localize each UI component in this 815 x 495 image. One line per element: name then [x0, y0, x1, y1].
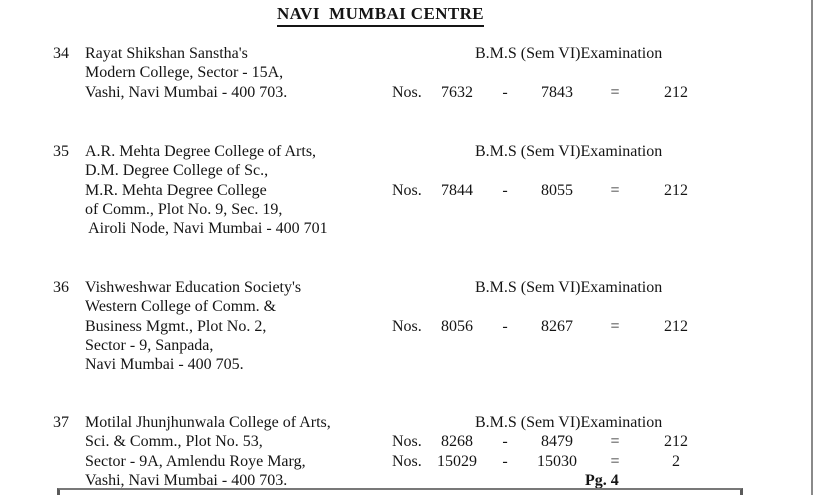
seat-from: 7844	[441, 181, 473, 199]
address-line: D.M. Degree College of Sc.,	[85, 162, 269, 180]
entry-line	[0, 200, 815, 219]
seat-to: 15030	[537, 452, 577, 470]
nos-label: Nos.	[392, 452, 422, 470]
seat-count: 212	[664, 181, 688, 199]
seat-numbers-row	[388, 181, 815, 200]
seat-count: 212	[664, 433, 688, 451]
exam-title: B.M.S (Sem VI)Examination	[475, 45, 663, 62]
entry-line	[0, 142, 815, 161]
entry-34	[0, 44, 815, 102]
nos-label: Nos.	[392, 181, 422, 199]
nos-label: Nos.	[392, 317, 422, 335]
equals-sign: =	[610, 433, 620, 451]
dash: -	[502, 317, 508, 335]
seat-count: 212	[664, 317, 688, 335]
equals-sign: =	[610, 181, 620, 199]
nos-label: Nos.	[392, 83, 422, 101]
seat-from: 15029	[437, 452, 477, 470]
address-line: M.R. Mehta Degree College	[85, 181, 267, 199]
seat-numbers-row	[388, 83, 815, 102]
entry-line	[0, 44, 815, 63]
address-line: Vashi, Navi Mumbai - 400 703.	[85, 83, 288, 101]
entry-number: 36	[53, 279, 69, 296]
address-line: Modern College, Sector - 15A,	[85, 64, 284, 82]
address-line: Vishweshwar Education Society's	[85, 279, 302, 296]
entry-line	[0, 278, 815, 297]
entry-line	[0, 63, 815, 82]
address-line: Business Mgmt., Plot No. 2,	[85, 317, 267, 335]
entry-line	[0, 413, 815, 432]
entry-line	[0, 83, 815, 102]
entry-line	[0, 219, 815, 238]
address-line: Airoli Node, Navi Mumbai - 400 701	[85, 220, 328, 238]
right-edge-rule	[811, 0, 813, 495]
page-title: NAVI MUMBAI CENTRE	[277, 4, 484, 27]
seat-to: 7843	[541, 83, 573, 101]
entry-36	[0, 278, 815, 374]
entry-line	[0, 452, 815, 471]
seat-numbers-row	[388, 432, 815, 451]
entry-line	[0, 336, 815, 355]
seat-numbers-row	[388, 317, 815, 336]
seat-from: 8056	[441, 317, 473, 335]
entry-35	[0, 142, 815, 238]
address-line: A.R. Mehta Degree College of Arts,	[85, 143, 317, 160]
nos-label: Nos.	[392, 433, 422, 451]
address-line: Vashi, Navi Mumbai - 400 703.	[85, 471, 288, 489]
address-line: Sector - 9A, Amlendu Roye Marg,	[85, 452, 306, 470]
seat-to: 8267	[541, 317, 573, 335]
equals-sign: =	[610, 317, 620, 335]
entry-line	[0, 317, 815, 336]
page-number-footer: Pg. 4	[585, 471, 619, 489]
entry-37	[0, 413, 815, 490]
seat-from: 7632	[441, 83, 473, 101]
equals-sign: =	[610, 452, 620, 470]
address-line: Sector - 9, Sanpada,	[85, 336, 214, 354]
exam-title: B.M.S (Sem VI)Examination	[475, 279, 663, 296]
entry-line	[0, 161, 815, 180]
bottom-box-rule	[57, 488, 743, 495]
address-line: Rayat Shikshan Sanstha's	[85, 45, 248, 62]
dash: -	[502, 452, 508, 470]
seat-count: 2	[672, 452, 680, 470]
seat-from: 8268	[441, 433, 473, 451]
seat-numbers-row	[388, 452, 815, 471]
exam-title: B.M.S (Sem VI)Examination	[475, 143, 663, 160]
entry-number: 35	[53, 143, 69, 160]
seat-to: 8055	[541, 181, 573, 199]
entry-line	[0, 297, 815, 316]
address-line: of Comm., Plot No. 9, Sec. 19,	[85, 200, 283, 218]
entry-line	[0, 181, 815, 200]
dash: -	[502, 83, 508, 101]
exam-title: B.M.S (Sem VI)Examination	[475, 414, 663, 431]
entry-number: 34	[53, 45, 69, 62]
seat-to: 8479	[541, 433, 573, 451]
entry-number: 37	[53, 414, 69, 431]
address-line: Sci. & Comm., Plot No. 53,	[85, 433, 263, 451]
address-line: Navi Mumbai - 400 705.	[85, 356, 244, 374]
address-line: Motilal Jhunjhunwala College of Arts,	[85, 414, 331, 431]
dash: -	[502, 181, 508, 199]
equals-sign: =	[610, 83, 620, 101]
address-line: Western College of Comm. &	[85, 298, 277, 316]
seat-count: 212	[664, 83, 688, 101]
dash: -	[502, 433, 508, 451]
entry-line	[0, 432, 815, 451]
entry-line	[0, 355, 815, 374]
